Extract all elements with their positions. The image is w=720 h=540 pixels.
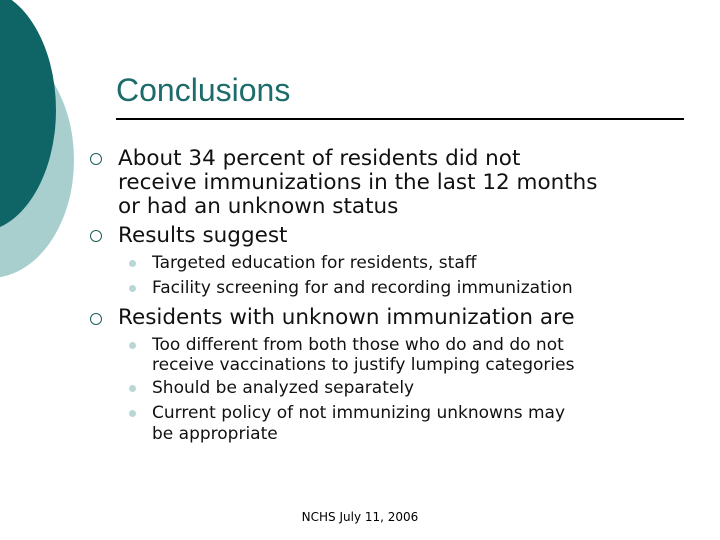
sub-bullet-2-2: Facility screening for and recording immunization <box>152 278 573 298</box>
bullet-1-line-3: or had an unknown status <box>118 194 399 219</box>
filled-dot-icon <box>129 285 136 292</box>
hollow-circle-icon <box>90 230 102 242</box>
bullet-2-line-1: Results suggest <box>118 223 288 248</box>
sub-bullet-3-1-line-1: Too different from both those who do and do not <box>152 335 564 355</box>
bullet-1-line-2: receive immunizations in the last 12 months <box>118 170 598 195</box>
sub-bullet-3-2: Should be analyzed separately <box>152 378 415 398</box>
hollow-circle-icon <box>90 153 102 165</box>
sub-bullet-3-1-line-2: receive vaccinations to justify lumping categories <box>152 355 575 375</box>
filled-dot-icon <box>129 342 136 349</box>
bullet-1-line-1: About 34 percent of residents did not <box>118 146 521 171</box>
bullet-3-line-1: Residents with unknown immunization are <box>118 305 575 330</box>
sub-bullet-2-1: Targeted education for residents, staff <box>152 253 477 273</box>
filled-dot-icon <box>129 385 136 392</box>
slide-footer: NCHS July 11, 2006 <box>301 510 419 524</box>
sub-bullet-3-3-line-1: Current policy of not immunizing unknowns may <box>152 403 566 423</box>
hollow-circle-icon <box>90 313 102 325</box>
filled-dot-icon <box>129 410 136 417</box>
slide-title: Conclusions <box>116 72 291 108</box>
filled-dot-icon <box>129 260 136 267</box>
sub-bullet-3-3-line-2: be appropriate <box>152 424 278 444</box>
